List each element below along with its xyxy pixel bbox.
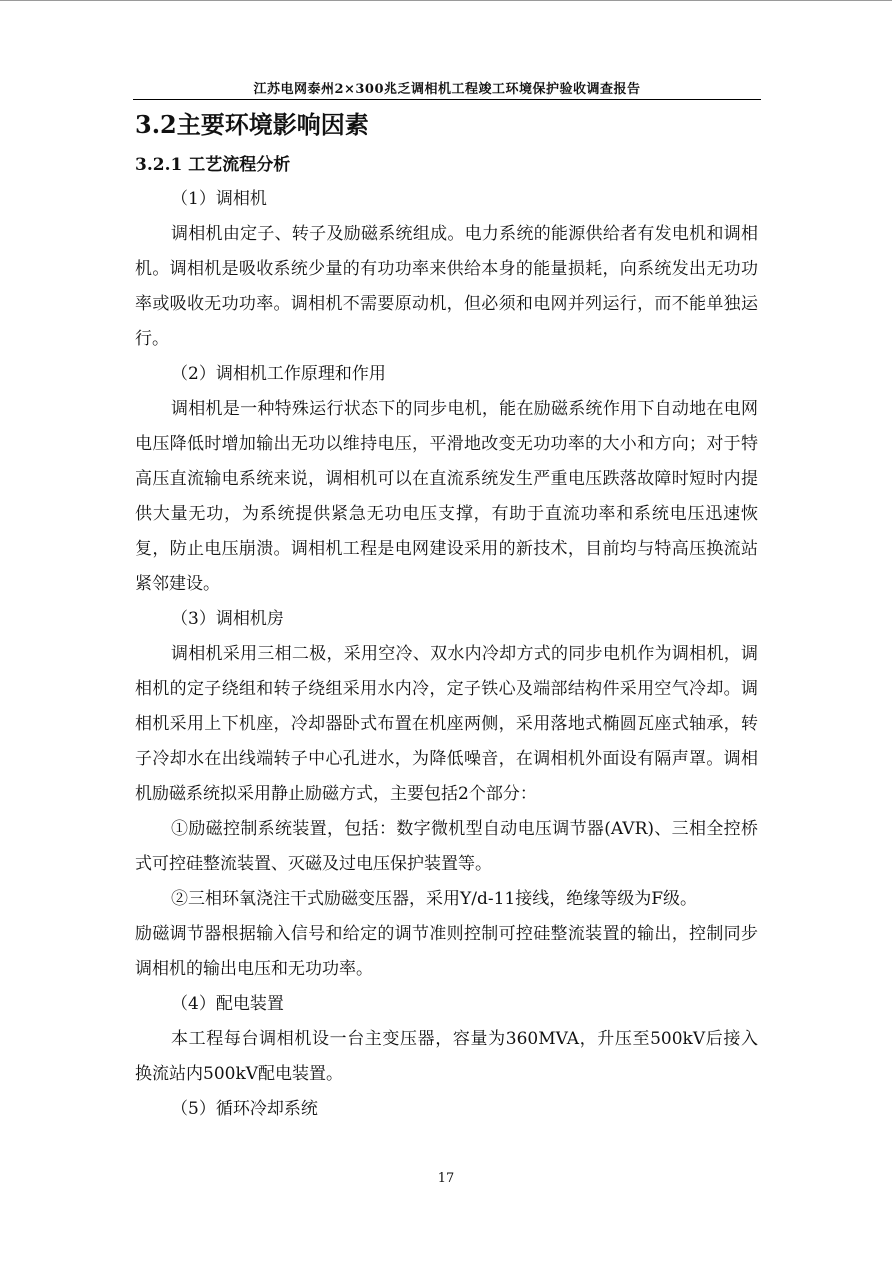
page-body xyxy=(135,106,758,1127)
section-heading: 3.2主要环境影响因素 xyxy=(135,110,369,139)
paragraph-2: 调相机是一种特殊运行状态下的同步电机，能在励磁系统作用下自动地在电网电压降低时增加输出无功以维持电压，平滑地改变无功功率的大小和方向；对于特高压直流输电系统来说，调相机可以在直流系统发生严重电压跌落故障时短时内提供大量无功，为系统提供紧急无功电压支撑，有助于直流功率和系统电压迅速恢复，防止电压崩溃。调相机工程是电网建设采用的新技术，目前均与特高压换流站紧邻建设。 xyxy=(135,399,758,594)
item-heading-5: （5）循环冷却系统 xyxy=(171,1099,318,1119)
paragraph-4: ①励磁控制系统装置，包括：数字微机型自动电压调节器(AVR)、三相全控桥式可控硅整流装置、灭磁及过电压保护装置等。 xyxy=(135,819,758,874)
page-number: 17 xyxy=(437,1171,455,1186)
header-rule xyxy=(133,99,761,100)
paragraph-6: 励磁调节器根据输入信号和给定的调节准则控制可控硅整流装置的输出，控制同步调相机的输出电压和无功功率。 xyxy=(135,924,758,979)
item-heading-1: （1）调相机 xyxy=(171,189,267,209)
paragraph-1: 调相机由定子、转子及励磁系统组成。电力系统的能源供给者有发电机和调相机。调相机是吸收系统少量的有功功率来供给本身的能量损耗，向系统发出无功功率或吸收无功功率。调相机不需要原动机，但必须和电网并列运行，而不能单独运行。 xyxy=(135,224,758,349)
running-header: 江苏电网泰州2×300兆乏调相机工程竣工环境保护验收调查报告 xyxy=(253,82,641,97)
item-heading-2: （2）调相机工作原理和作用 xyxy=(171,364,386,384)
paragraph-7: 本工程每台调相机设一台主变压器，容量为360MVA，升压至500kV后接入换流站内500kV配电装置。 xyxy=(135,1029,758,1084)
item-heading-4: （4）配电装置 xyxy=(171,994,284,1014)
paragraph-3: 调相机采用三相二极，采用空冷、双水内冷却方式的同步电机作为调相机，调相机的定子绕组和转子绕组采用水内冷，定子铁心及端部结构件采用空气冷却。调相机采用上下机座，冷却器卧式布置在机座两侧，采用落地式椭圆瓦座式轴承，转子冷却水在出线端转子中心孔进水，为降低噪音，在调相机外面设有隔声罩。调相机励磁系统拟采用静止励磁方式，主要包括2个部分： xyxy=(135,644,758,804)
item-heading-3: （3）调相机房 xyxy=(171,609,284,629)
subsection-heading: 3.2.1 工艺流程分析 xyxy=(135,155,291,175)
page-top-border xyxy=(0,0,892,1)
paragraph-5: ②三相环氧浇注干式励磁变压器，采用Y/d-11接线，绝缘等级为F级。 xyxy=(171,889,698,909)
